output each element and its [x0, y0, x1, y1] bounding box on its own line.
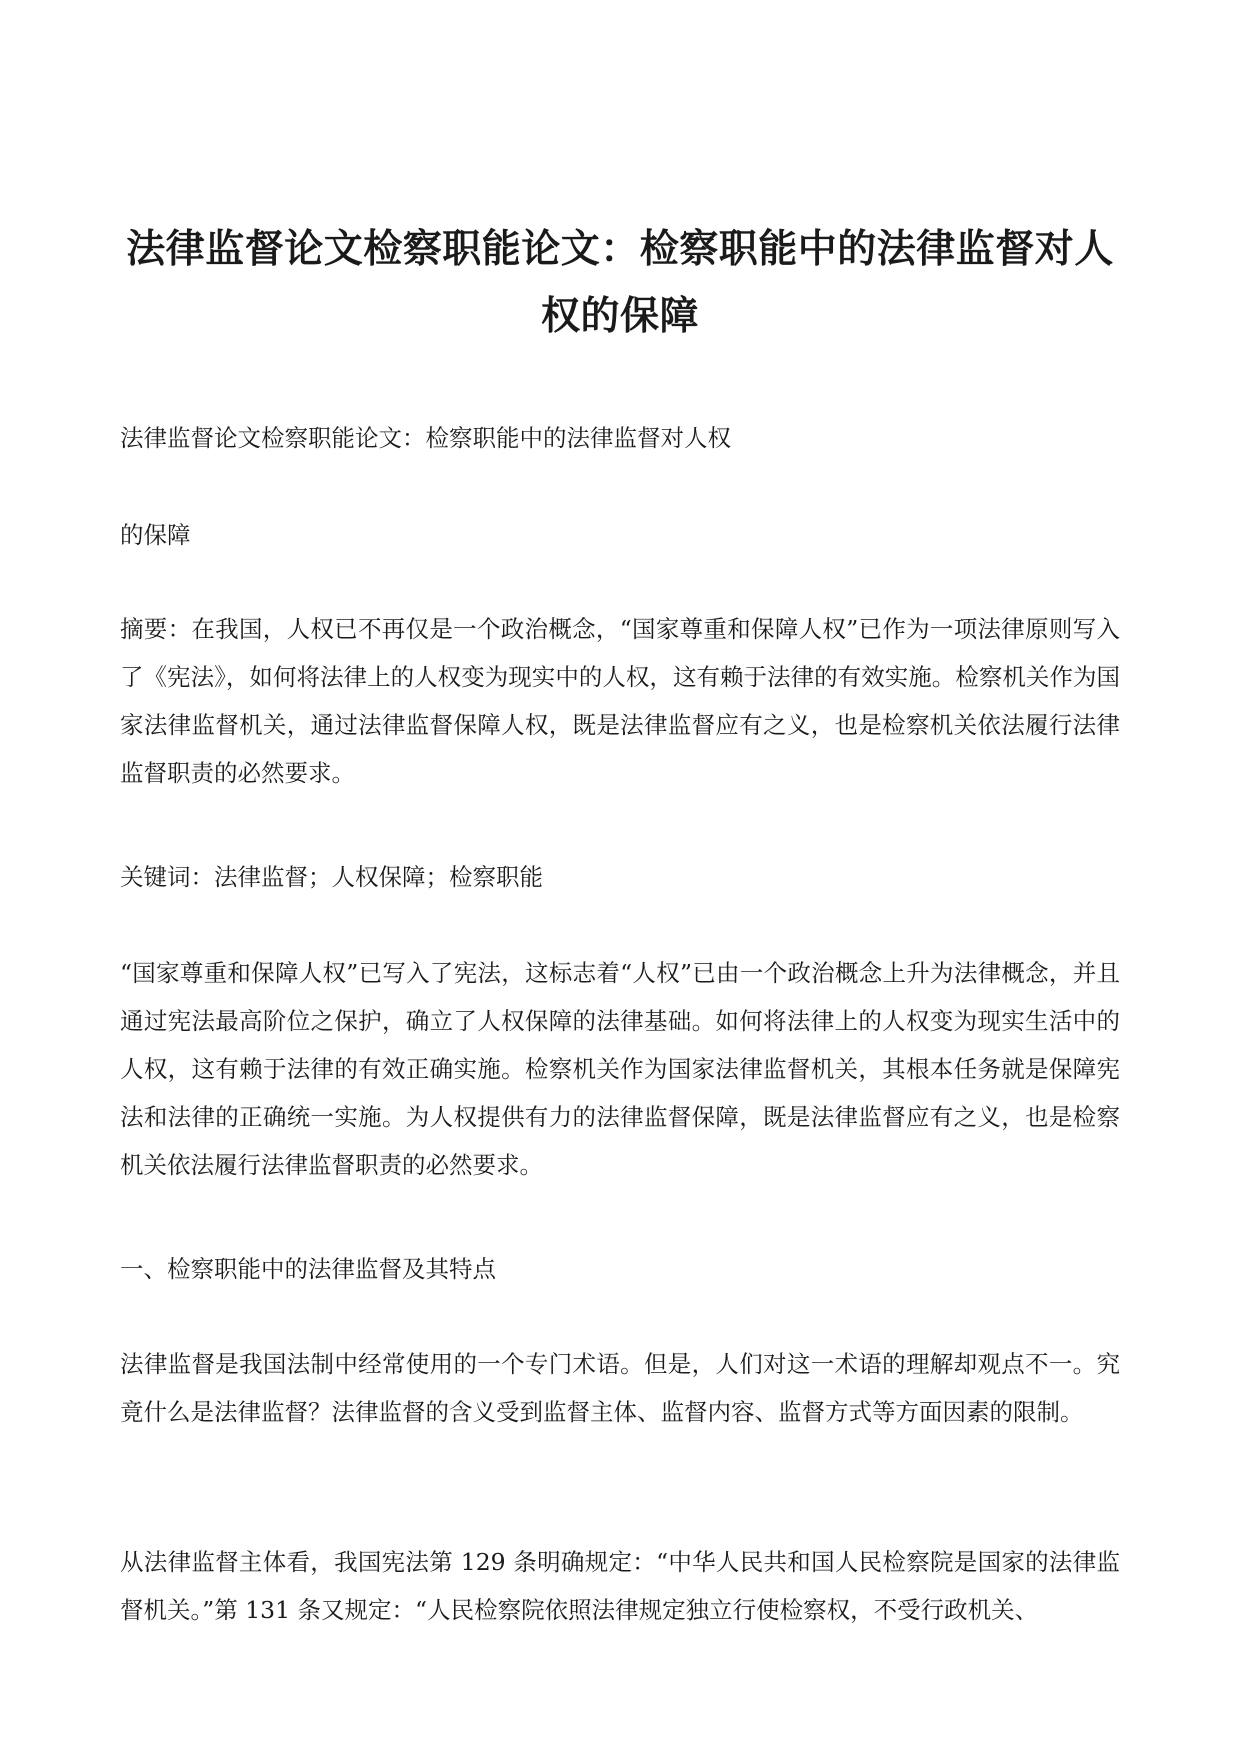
subtitle-line-1: 法律监督论文检察职能论文：检察职能中的法律监督对人权: [120, 424, 731, 452]
supervision-subject-paragraph: 从法律监督主体看，我国宪法第 129 条明确规定：“中华人民共和国人民检察院是国家的法律监督机关。”第 131 条又规定：“人民检察院依照法律规定独立行使检察权，不受行政机关、: [120, 1548, 1120, 1624]
abstract-paragraph: 摘要：在我国，人权已不再仅是一个政治概念，“国家尊重和保障人权”已作为一项法律原则写入了《宪法》，如何将法律上的人权变为现实中的人权，这有赖于法律的有效实施。检察机关作为国家法律监督机关，通过法律监督保障人权，既是法律监督应有之义，也是检察机关依法履行法律监督职责的必然要求。: [120, 615, 1120, 787]
subtitle-line-2: 的保障: [120, 521, 191, 549]
document-title: 法律监督论文检察职能论文：检察职能中的法律监督对人权的保障: [126, 227, 1114, 339]
section-1-heading: 一、检察职能中的法律监督及其特点: [120, 1255, 496, 1283]
keywords-paragraph: 关键词：法律监督；人权保障；检察职能: [120, 863, 543, 891]
definition-paragraph: 法律监督是我国法制中经常使用的一个专门术语。但是，人们对这一术语的理解却观点不一。究竟什么是法律监督？法律监督的含义受到监督主体、监督内容、监督方式等方面因素的限制。: [120, 1350, 1120, 1426]
intro-paragraph: “国家尊重和保障人权”已写入了宪法，这标志着“人权”已由一个政治概念上升为法律概念，并且通过宪法最高阶位之保护，确立了人权保障的法律基础。如何将法律上的人权变为现实生活中的人权，这有赖于法律的有效正确实施。检察机关作为国家法律监督机关，其根本任务就是保障宪法和法律的正确统一实施。为人权提供有力的法律监督保障，既是法律监督应有之义，也是检察机关依法履行法律监督职责的必然要求。: [120, 959, 1120, 1179]
